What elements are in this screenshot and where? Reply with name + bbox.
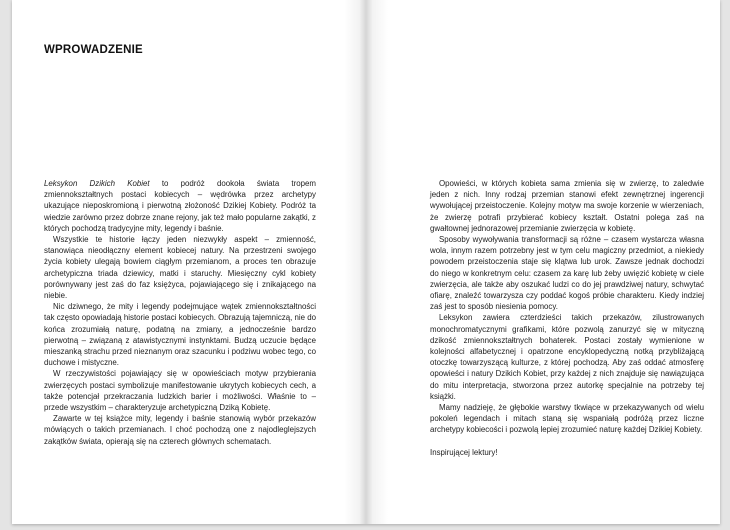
body-paragraph: W rzeczywistości pojawiający się w opowieściach motyw przybierania zwierzęcych postaci symbolizuje manifestowanie ukrytych kobiecych cech, a także potencjał przekraczania ludzkich barier i możliwości. Właśnie to – przede wszystkim – charakteryzuje archetypiczną Dziką Kobietę. <box>44 369 316 413</box>
book-spread <box>12 0 720 524</box>
body-paragraph: Mamy nadzieję, że głębokie warstwy tkwiące w przekazywanych od wielu pokoleń legendach i mitach staną się wspaniałą podróżą przez liczne archetypy kobiecości i pozwolą lepiej zrozumieć naturę każdej Dzikiej Kobiety. <box>430 403 704 435</box>
body-paragraph: Wszystkie te historie łączy jeden niezwykły aspekt – zmienność, stanowiąca nieodłączny element kobiecej natury. Na przestrzeni swojego życia kobiety ulegają bowiem ciągłym przemianom, a proces ten obrazuje archetypiczna triada dziewicy, matki i staruchy. Miesięczny cykl kobiety porównywany jest zaś do faz księżyca, pojawiającego się i znikającego na niebie. <box>44 235 316 301</box>
left-text-column <box>44 178 316 447</box>
intro-paragraph <box>44 178 316 234</box>
body-paragraph: Sposoby wywoływania transformacji są różne – czasem wystarcza własna wola, innym razem potrzebny jest w tym celu magiczny przedmiot, a niekiedy powodem przeistoczenia staje się klątwa lub urok. Zawsze jednak dochodzi do niego w konkretnym celu: czasem za karę lub żeby uwięzić kobietę w ciele zwierzęcia, ale także aby oszukać ludzi co do jej prawdziwej natury, schwytać ofiarę, znaleźć towarzysza czy poddać kogoś próbie charakteru. Kiedy indziej zaś jest to sposób niesienia pomocy. <box>430 235 704 312</box>
left-page <box>12 0 366 524</box>
body-paragraph: Opowieści, w których kobieta sama zmienia się w zwierzę, to zaledwie jeden z nich. Inny rodzaj przemian stanowi efekt zewnętrznej ingerencji wywołującej przeistoczenie. Kolejny motyw ma swoje korzenie w wierzeniach, że zwierzę potrafi przybierać kobiecy kształt. Ostatni polega zaś na gwałtownej jednorazowej przemianie zwierzęcia w kobietę. <box>430 179 704 233</box>
body-paragraph: Leksykon zawiera czterdzieści takich przekazów, zilustrowanych monochromatycznymi grafikami, które pozwolą zanurzyć się w mityczną dzikość zmiennokształtnych bohaterek. Postaci zostały wymienione w kolejności alfabetycznej i opatrzone encyklopedyczną notką przybliżającą otoczkę towarzyszącą kulturze, z której pochodzą. Aby zaś oddać atmosferę opowieści i natury Dzikich Kobiet, przy każdej z nich znajduje się nawiązująca do mitu interpretacja, stworzona przez autorkę specjalnie na potrzeby tej książki. <box>430 313 704 401</box>
book-title: Leksykon Dzikich Kobiet <box>44 179 150 188</box>
right-text-column <box>430 178 704 458</box>
intro-paragraph-text: to podróż dookoła świata tropem zmiennokształtnych postaci kobiecych – wędrówka przez archetypy ukazujące nieposkromioną i pierwotną złożoność Dzikiej Kobiety. Podróż ta wiedzie zarówno przez dobrze znane rejony, jak też mało popularne zakątki, z których pochodzą tradycyjne mity, legendy i baśnie. <box>44 179 316 233</box>
body-paragraph: Nic dziwnego, że mity i legendy podejmujące wątek zmiennokształtności tak często opowiadają historie postaci kobiecych. Obrazują tajemniczą, nie do końca zrozumiałą naturę, podatną na zmiany, a jednocześnie bardzo pierwotną – związaną z atawistycznymi instynktami. Budzą uczucie będące mieszanką strachu przed nieznanym oraz szacunku i podziwu wobec tego, co duchowe i mistyczne. <box>44 302 316 368</box>
right-page <box>366 0 720 524</box>
closing-line: Inspirującej lektury! <box>430 447 498 457</box>
chapter-heading: WPROWADZENIE <box>44 44 143 56</box>
body-paragraph: Zawarte w tej książce mity, legendy i baśnie stanowią wybór przekazów mówiących o takich przemianach. I choć pochodzą one z najodleglejszych zakątków świata, opierają się na czterech głównych schematach. <box>44 414 316 446</box>
